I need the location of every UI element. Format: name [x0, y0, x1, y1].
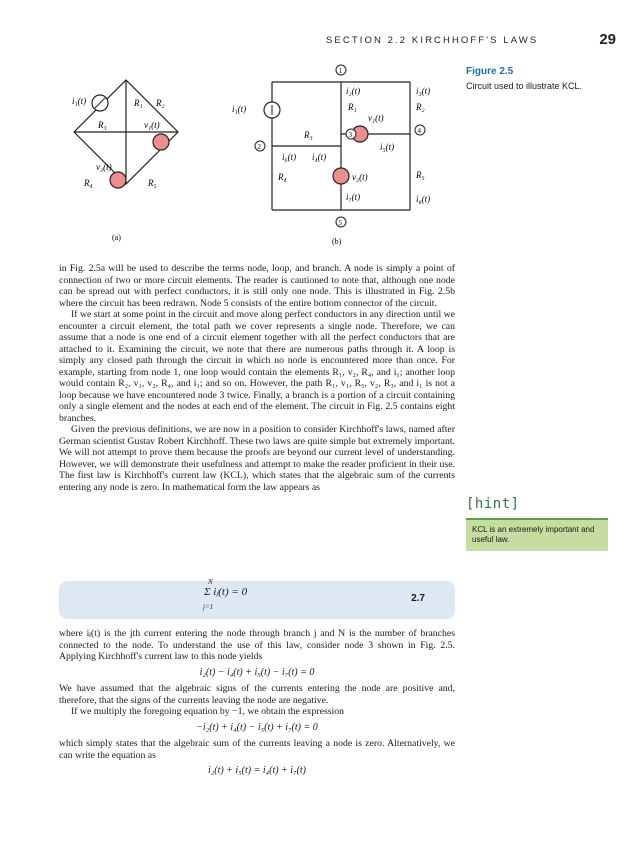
- equation-expression: Σ iⱼ(t) = 0: [204, 586, 248, 598]
- circuit-diagrams: [60, 58, 450, 253]
- panel-a-label: (a): [112, 233, 121, 242]
- hint-title: [hint]: [466, 496, 520, 512]
- body-text-bottom: [59, 628, 455, 782]
- node-4: 4: [417, 127, 421, 135]
- paragraph-1: in Fig. 2.5a will be used to describe the terms node, loop, and branch. A node is simply a point of connection of two or more circuit elements. The reader is cautioned to note that, although one node can be spread out with perfect conductors, it is still only one node. This is illustrated in Fig. 2.5b where the circuit has been redrawn. Node 5 consists of the entire bottom connector of the circuit.: [59, 263, 455, 309]
- equation-c: i₂(t) + i₅(t) = i₄(t) + i₇(t): [207, 765, 307, 776]
- label-b-R4: R₄: [278, 172, 287, 182]
- label-a-i1: i₁(t): [72, 96, 87, 106]
- label-b-R3: R₃: [304, 130, 313, 140]
- figure-caption: [466, 66, 626, 91]
- label-b-i5: i₅(t): [380, 142, 395, 152]
- figure-description: Circuit used to illustrate KCL.: [466, 81, 583, 91]
- label-b-i4: i₄(t): [312, 152, 327, 162]
- paragraph-3: Given the previous definitions, we are now in a position to consider Kirchhoff's laws, named after German scientist Gustav Robert Kirchhoff. These two laws are quite simple but extremely important. We will not attempt to prove them because the proofs are beyond our current level of understanding. However, we will demonstrate their usefulness and attempt to make the reader proficient in their use. The first law is Kirchhoff's current law (KCL), which states that the algebraic sum of the currents entering any node is zero. In mathematical form the law appears as: [59, 424, 455, 493]
- page-header: [326, 31, 616, 51]
- equation-number: 2.7: [411, 593, 425, 604]
- label-b-R2: R₂: [416, 102, 425, 112]
- node-1: 1: [338, 67, 342, 75]
- label-b-i1: i₁(t): [232, 104, 247, 114]
- circuit-a: [74, 80, 178, 184]
- node-5: 5: [338, 219, 342, 227]
- label-b-R5: R₅: [416, 170, 425, 180]
- source-a-v1: [153, 134, 169, 150]
- source-a-v2: [110, 172, 126, 188]
- label-b-i8: i₈(t): [416, 194, 431, 204]
- source-b-v2: [333, 168, 349, 184]
- paragraph-2: If we start at some point in the circuit and move along perfect conductors in any direction until we encounter a circuit element, the total path we cover represents a single node. Therefore, we can assume that a node is one end of a circuit element together with all the perfect conductors that are attached to it. Examining the circuit, we note that there are numerous paths through it. A loop is simply any closed path through the circuit in which no node is encountered more than once. For example, starting from node 1, one loop would contain the elements R₁, v₂, R₄, and i₁; another loop would contain R₂, v₁, v₂, R₄, and i₁; and so on. However, the path R₁, v₁, R₅, v₂, R₃, and i₁ is not a loop because we have encountered node 3 twice. Finally, a branch is a portion of a circuit containing only a single element and the nodes at each end of the element. The circuit in Fig. 2.5 contains eight branches.: [59, 309, 455, 424]
- label-b-i6: i₆(t): [282, 152, 297, 162]
- paragraph-4: where iⱼ(t) is the jth current entering the node through branch j and N is the number of branches connected to the node. To understand the use of this law, consider node 3 shown in Fig. 2.5. Applying Kirchhoff's current law to this node yields: [59, 628, 455, 662]
- panel-b-label: (b): [332, 237, 342, 246]
- equation-sum-bottom: j=1: [203, 603, 214, 611]
- hint-box: [466, 496, 608, 551]
- paragraph-5: We have assumed that the algebraic signs of the currents entering the node are positive and, therefore, that the signs of the currents leaving the node are negative.: [59, 683, 455, 706]
- equation-b: −i₂(t) + i₄(t) − i₅(t) + i₇(t) = 0: [196, 721, 318, 733]
- figure-title: Figure 2.5: [466, 66, 514, 77]
- label-a-R1: R₁: [134, 98, 143, 108]
- label-a-R5: R₅: [148, 178, 157, 188]
- section-title: SECTION 2.2 KIRCHHOFF'S LAWS: [326, 35, 539, 46]
- hint-text: KCL is an extremely important and useful law.: [466, 518, 608, 551]
- label-a-R4: R₄: [84, 178, 93, 188]
- equation-box: [59, 578, 455, 619]
- source-a-i1: [92, 95, 108, 111]
- node-2: 2: [257, 143, 261, 151]
- source-b-i1: [264, 102, 280, 118]
- page-number: 29: [599, 31, 616, 48]
- label-b-i7: i₇(t): [346, 192, 361, 202]
- equation-sum-top: N: [208, 578, 213, 586]
- paragraph-6: If we multiply the foregoing equation by −1, we obtain the expression: [71, 706, 345, 717]
- label-a-R3: R₃: [98, 120, 107, 130]
- label-a-v1: v₁(t): [144, 120, 160, 130]
- circuit-figures: [60, 58, 450, 253]
- label-b-i3: i₃(t): [416, 86, 431, 96]
- paragraph-7: which simply states that the algebraic sum of the currents leaving a node is zero. Alternatively, we can write the equation as: [59, 738, 455, 761]
- label-a-R2: R₂: [156, 98, 165, 108]
- label-b-v1: v₁(t): [368, 113, 384, 123]
- equation-a: i₂(t) − i₄(t) + i₅(t) − i₇(t) = 0: [199, 666, 315, 678]
- label-b-i2: i₂(t): [346, 86, 361, 96]
- label-b-v2: v₂(t): [352, 172, 368, 182]
- node-3: 3: [348, 131, 352, 139]
- body-text-top: [59, 263, 455, 493]
- label-a-v2: v₂(t): [96, 162, 112, 172]
- label-b-R1: R₁: [348, 102, 357, 112]
